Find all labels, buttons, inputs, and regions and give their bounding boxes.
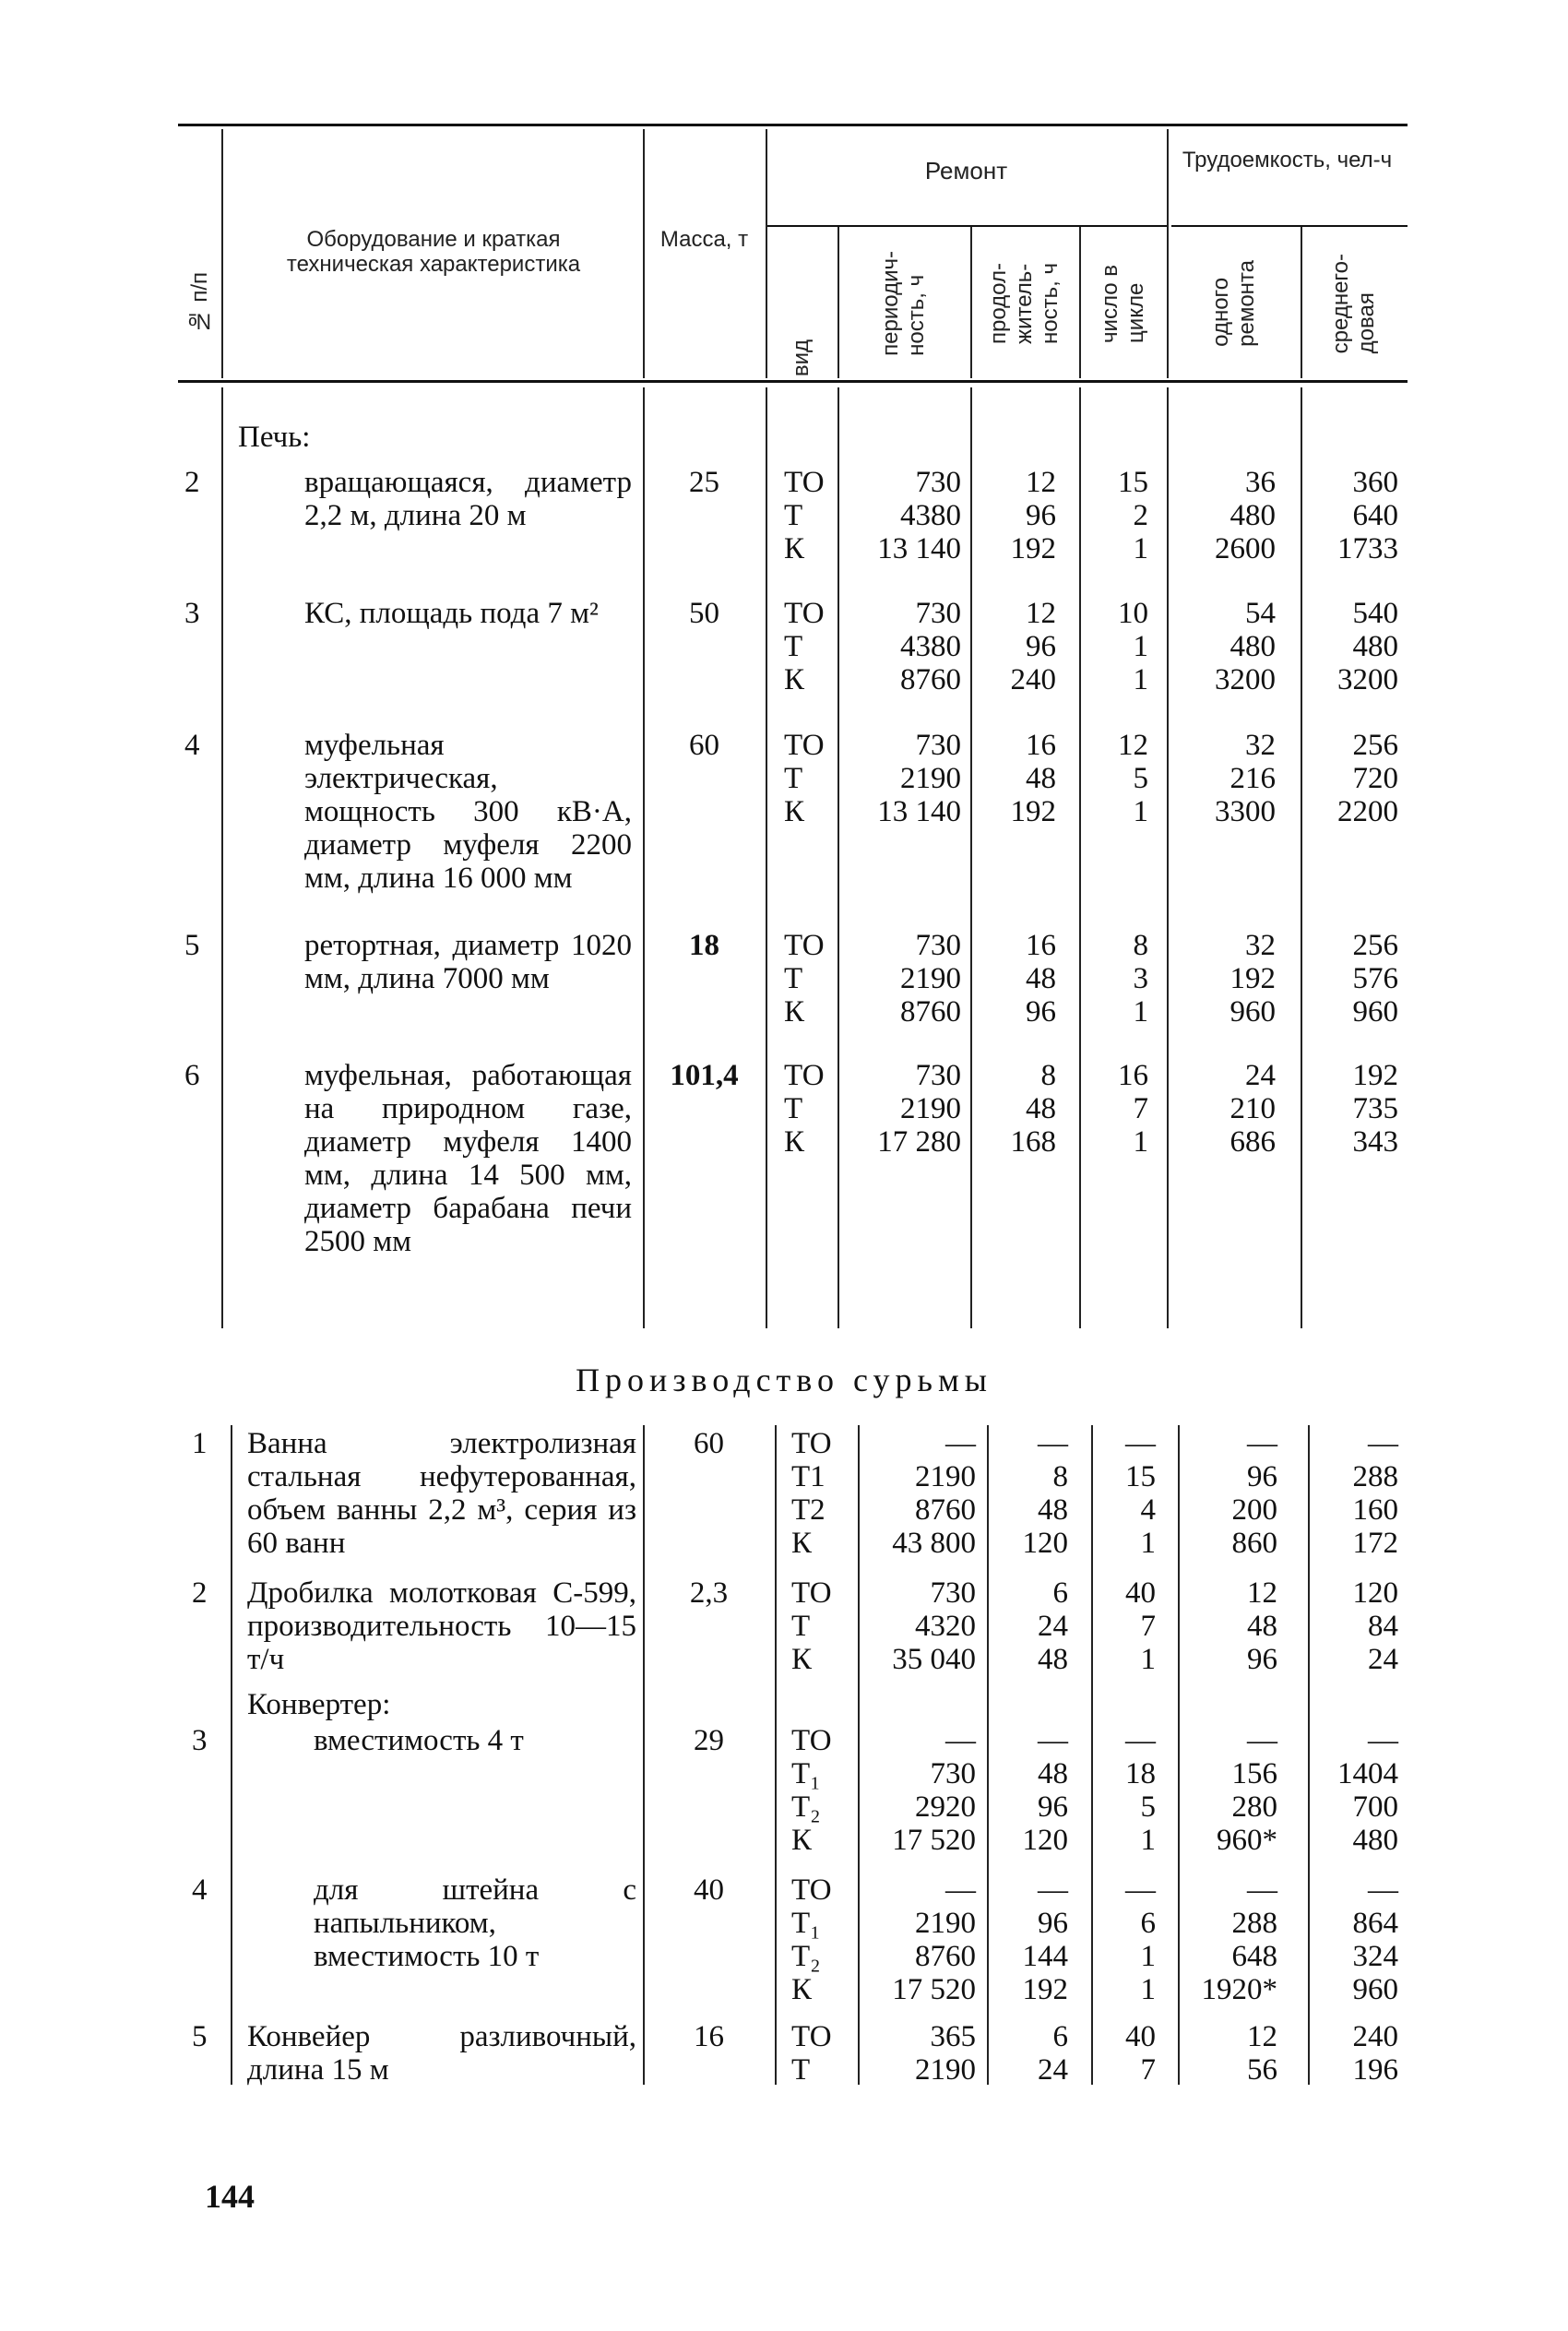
- section-title: Производство сурьмы: [576, 1362, 992, 1398]
- row-avg: 240 196: [1352, 2020, 1398, 2087]
- row-mass: 2,3: [689, 1576, 729, 1610]
- row-count: 40 7: [1125, 2020, 1156, 2087]
- header-divider-1: [221, 129, 223, 378]
- row-one: — 96 200 860: [1231, 1427, 1277, 1560]
- row-mass: 60: [694, 1427, 724, 1460]
- body2-divider-3: [775, 1425, 777, 2085]
- row-period: 730 2190 17 280: [877, 1059, 961, 1159]
- row-kind: ТО Т₁ Т₂ К: [791, 1873, 832, 2006]
- row-period: 730 4320 35 040: [892, 1576, 976, 1676]
- row-mass: 18: [689, 929, 719, 962]
- row-count: 40 7 1: [1125, 1576, 1156, 1676]
- row-desc: ретортная, диаметр 1020 мм, длина 7000 мм: [304, 929, 632, 995]
- group-title-furnace: Печь:: [238, 421, 311, 454]
- row-avg: — 288 160 172: [1352, 1427, 1398, 1560]
- group-title-converter: Конвертер:: [247, 1688, 391, 1721]
- row-period: 730 2190 13 140: [877, 729, 961, 828]
- header-period: периодич- ность, ч: [878, 251, 929, 356]
- row-duration: — 96 144 192: [1022, 1873, 1068, 2006]
- row-duration: 16 48 192: [1010, 729, 1056, 828]
- row-desc: КС, площадь пода 7 м²: [304, 597, 599, 630]
- row-period: 730 2190 8760: [900, 929, 961, 1029]
- row-mass: 29: [694, 1724, 724, 1757]
- row-period: 730 4380 8760: [900, 597, 961, 696]
- row-avg: — 864 324 960: [1352, 1873, 1398, 2006]
- row-duration: 6 24: [1038, 2020, 1068, 2087]
- row-one: 24 210 686: [1229, 1059, 1276, 1159]
- row-one: 32 216 3300: [1215, 729, 1276, 828]
- repair-subheader-rule: [766, 225, 1167, 227]
- row-duration: 8 48 168: [1010, 1059, 1056, 1159]
- row-count: — 15 4 1: [1125, 1427, 1156, 1560]
- body2-divider-1: [231, 1425, 232, 2085]
- row-kind: ТО Т К: [784, 729, 825, 828]
- row-num: 3: [184, 597, 200, 630]
- labor-subheader-rule: [1171, 225, 1408, 227]
- header-duration: продол- житель- ность, ч: [986, 263, 1063, 344]
- row-one: — 288 648 1920*: [1201, 1873, 1277, 2006]
- row-avg: 256 576 960: [1352, 929, 1398, 1029]
- header-one: одного ремонта: [1207, 260, 1259, 347]
- row-one: 32 192 960: [1229, 929, 1276, 1029]
- header-bottom-rule: [178, 380, 1408, 383]
- row-duration: — 8 48 120: [1022, 1427, 1068, 1560]
- row-desc: муфельная электрическая, мощность 300 кВ·А, диаметр муфеля 2200 мм, длина 16 000 мм: [304, 729, 632, 895]
- row-num: 6: [184, 1059, 200, 1092]
- row-count: 10 1 1: [1118, 597, 1148, 696]
- row-num: 5: [184, 929, 200, 962]
- row-mass: 25: [689, 466, 719, 499]
- header-count: число в цикле: [1097, 264, 1148, 343]
- row-desc: муфельная, работающая на природном газе, диаметр муфеля 1400 мм, длина 14 500 мм, диаметр барабана печи 2500 мм: [304, 1059, 632, 1258]
- row-avg: 360 640 1733: [1337, 466, 1398, 565]
- body1-divider-3: [766, 387, 767, 1328]
- row-mass: 40: [694, 1873, 724, 1907]
- row-duration: 12 96 240: [1010, 597, 1056, 696]
- row-kind: ТО Т К: [784, 597, 825, 696]
- row-avg: 540 480 3200: [1337, 597, 1398, 696]
- row-num: 4: [184, 729, 200, 762]
- row-kind: ТО Т₁ Т₂ К: [791, 1724, 832, 1857]
- row-period: 730 4380 13 140: [877, 466, 961, 565]
- row-count: — 18 5 1: [1125, 1724, 1156, 1857]
- row-desc: вращающаяся, диаметр 2,2 м, длина 20 м: [304, 466, 632, 532]
- row-one: 12 56: [1247, 2020, 1277, 2087]
- row-one: 36 480 2600: [1215, 466, 1276, 565]
- row-mass: 60: [689, 729, 719, 762]
- header-divider-2: [643, 129, 645, 378]
- row-period: — 2190 8760 43 800: [892, 1427, 976, 1560]
- body1-divider-2: [643, 387, 645, 1328]
- row-avg: 120 84 24: [1352, 1576, 1398, 1676]
- row-one: 54 480 3200: [1215, 597, 1276, 696]
- row-mass: 50: [689, 597, 719, 630]
- header-num: № п/п: [186, 271, 212, 334]
- row-one: — 156 280 960*: [1217, 1724, 1277, 1857]
- header-mass: Масса, т: [659, 227, 749, 252]
- row-duration: 12 96 192: [1010, 466, 1056, 565]
- header-repair: Ремонт: [924, 157, 1008, 184]
- row-duration: 6 24 48: [1038, 1576, 1068, 1676]
- row-count: 16 7 1: [1118, 1059, 1148, 1159]
- row-avg: 256 720 2200: [1337, 729, 1398, 828]
- row-one: 12 48 96: [1247, 1576, 1277, 1676]
- body1-divider-1: [221, 387, 223, 1328]
- header-labor: Трудоемкость, чел-ч: [1182, 148, 1393, 172]
- row-duration: — 48 96 120: [1022, 1724, 1068, 1857]
- row-num: 1: [192, 1427, 208, 1460]
- row-num: 5: [192, 2020, 208, 2053]
- row-kind: ТО Т К: [784, 466, 825, 565]
- row-count: — 6 1 1: [1125, 1873, 1156, 2006]
- row-count: 12 5 1: [1118, 729, 1148, 828]
- row-kind: ТО Т: [791, 2020, 832, 2087]
- page-number: 144: [205, 2178, 255, 2215]
- row-num: 3: [192, 1724, 208, 1757]
- row-desc: вместимость 4 т: [314, 1724, 524, 1757]
- header-equipment: Оборудование и краткая техническая характеристика: [286, 227, 581, 277]
- row-period: 365 2190: [915, 2020, 976, 2087]
- row-desc: Ванна электролизная стальная нефутерованная, объем ванны 2,2 м³, серия из 60 ванн: [247, 1427, 636, 1560]
- row-kind: ТО Т К: [784, 1059, 825, 1159]
- table-top-rule: [178, 124, 1408, 126]
- row-count: 8 3 1: [1133, 929, 1148, 1029]
- row-mass: 101,4: [670, 1059, 739, 1092]
- row-desc: Конвейер разливочный, длина 15 м: [247, 2020, 636, 2087]
- row-num: 2: [184, 466, 200, 499]
- row-mass: 16: [694, 2020, 724, 2053]
- row-period: — 2190 8760 17 520: [892, 1873, 976, 2006]
- row-num: 4: [192, 1873, 208, 1907]
- row-avg: — 1404 700 480: [1337, 1724, 1398, 1857]
- row-kind: ТО Т К: [791, 1576, 832, 1676]
- row-avg: 192 735 343: [1352, 1059, 1398, 1159]
- row-num: 2: [192, 1576, 208, 1610]
- row-desc: для штейна с напыльником, вместимость 10 т: [314, 1873, 636, 1973]
- row-period: — 730 2920 17 520: [892, 1724, 976, 1857]
- header-kind: вид: [789, 339, 814, 376]
- row-duration: 16 48 96: [1026, 929, 1056, 1029]
- header-avg: среднего- довая: [1328, 253, 1379, 354]
- row-desc: Дробилка молотковая С-599, производительность 10—15 т/ч: [247, 1576, 636, 1676]
- row-kind: ТО Т1 Т2 К: [791, 1427, 832, 1560]
- row-count: 15 2 1: [1118, 466, 1148, 565]
- row-kind: ТО Т К: [784, 929, 825, 1029]
